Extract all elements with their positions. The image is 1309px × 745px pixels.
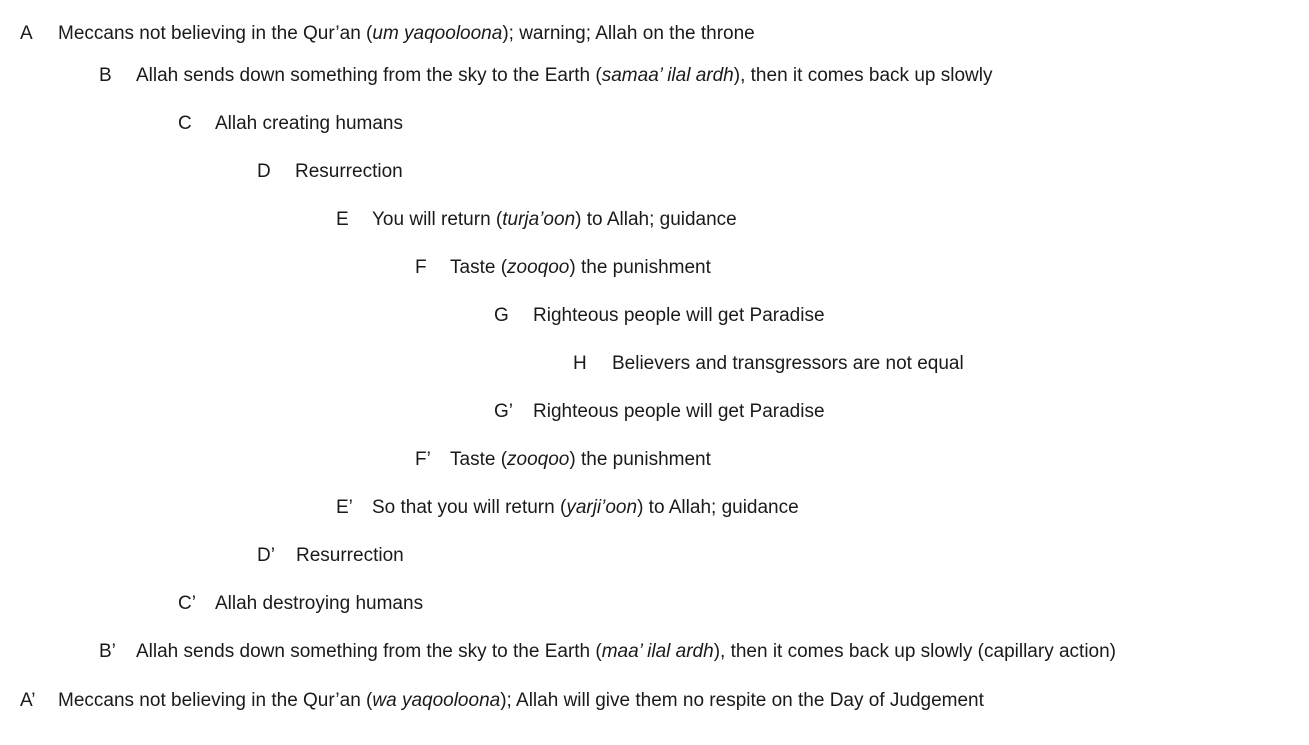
- transliteration: um yaqooloona: [372, 23, 503, 44]
- transliteration: zooqoo: [507, 449, 570, 470]
- outline-text: [533, 302, 825, 330]
- outline-letter: C’: [178, 593, 196, 614]
- text-segment: Believers and transgressors are not equal: [612, 353, 964, 374]
- outline-text: [372, 494, 799, 522]
- outline-letter: G: [494, 305, 509, 326]
- outline-letter: C: [178, 113, 192, 134]
- outline-letter: G’: [494, 401, 513, 422]
- text-segment: ), then it comes back up slowly: [733, 65, 993, 86]
- text-segment: You will return (: [372, 209, 503, 230]
- transliteration: samaa’ ilal ardh: [601, 65, 734, 86]
- text-segment: Taste (: [450, 449, 508, 470]
- transliteration: wa yaqooloona: [372, 690, 501, 711]
- outline-letter: D: [257, 161, 271, 182]
- outline-text: [58, 687, 984, 715]
- outline-text: [612, 350, 964, 378]
- outline-letter: F: [415, 257, 427, 278]
- text-segment: ) to Allah; guidance: [637, 497, 799, 518]
- text-segment: Meccans not believing in the Qur’an (: [58, 690, 373, 711]
- outline-letter: A: [20, 23, 33, 44]
- text-segment: Resurrection: [295, 161, 403, 182]
- transliteration: zooqoo: [507, 257, 570, 278]
- transliteration: maa’ ilal ardh: [601, 641, 714, 662]
- text-segment: ); warning; Allah on the throne: [502, 23, 755, 44]
- outline-text: [215, 590, 423, 618]
- text-segment: ) the punishment: [569, 449, 711, 470]
- outline-text: [136, 638, 1116, 666]
- outline-text: [215, 110, 403, 138]
- outline-letter: D’: [257, 545, 275, 566]
- outline-letter: A’: [20, 690, 36, 711]
- transliteration: yarji’oon: [566, 497, 638, 518]
- outline-letter: B’: [99, 641, 116, 662]
- text-segment: Righteous people will get Paradise: [533, 305, 825, 326]
- outline-letter: E’: [336, 497, 353, 518]
- outline-text: [58, 20, 755, 48]
- outline-letter: B: [99, 65, 112, 86]
- text-segment: Resurrection: [296, 545, 404, 566]
- text-segment: ) to Allah; guidance: [575, 209, 737, 230]
- outline-letter: H: [573, 353, 587, 374]
- text-segment: ); Allah will give them no respite on the Day of Judgement: [500, 690, 984, 711]
- text-segment: Allah sends down something from the sky to the Earth (: [136, 641, 602, 662]
- transliteration: turja’oon: [502, 209, 576, 230]
- text-segment: Righteous people will get Paradise: [533, 401, 825, 422]
- outline-letter: E: [336, 209, 349, 230]
- outline-text: [533, 398, 825, 426]
- outline-text: [450, 446, 711, 474]
- text-segment: Allah sends down something from the sky to the Earth (: [136, 65, 602, 86]
- text-segment: Allah destroying humans: [215, 593, 424, 614]
- outline-text: [295, 158, 403, 186]
- outline-text: [296, 542, 404, 570]
- text-segment: Taste (: [450, 257, 508, 278]
- outline-letter: F’: [415, 449, 431, 470]
- text-segment: So that you will return (: [372, 497, 567, 518]
- outline-text: [372, 206, 737, 234]
- text-segment: Meccans not believing in the Qur’an (: [58, 23, 373, 44]
- text-segment: ) the punishment: [569, 257, 711, 278]
- outline-text: [450, 254, 711, 282]
- text-segment: Allah creating humans: [215, 113, 403, 134]
- outline-text: [136, 62, 992, 90]
- text-segment: ), then it comes back up slowly (capillary action): [713, 641, 1117, 662]
